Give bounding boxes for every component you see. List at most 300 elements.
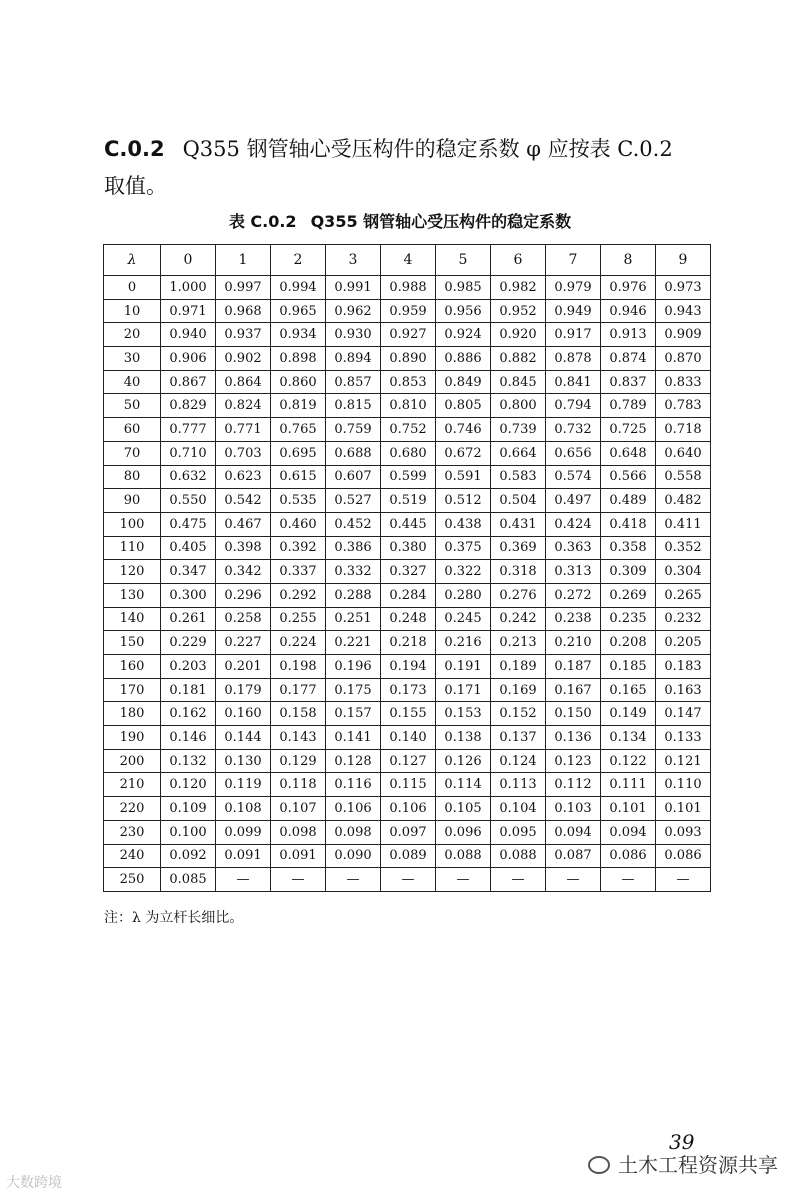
coefficient-cell: 0.121 (656, 749, 711, 773)
coefficient-cell: 0.107 (271, 797, 326, 821)
coefficient-cell: 0.122 (601, 749, 656, 773)
coefficient-cell: 0.160 (216, 702, 271, 726)
coefficient-cell: 0.965 (271, 299, 326, 323)
coefficient-cell: 0.819 (271, 394, 326, 418)
lambda-cell: 120 (104, 560, 161, 584)
coefficient-cell: 0.173 (381, 678, 436, 702)
lambda-cell: 180 (104, 702, 161, 726)
coefficient-cell: 0.482 (656, 489, 711, 513)
coefficient-cell: 0.087 (546, 844, 601, 868)
coefficient-cell: 0.115 (381, 773, 436, 797)
coefficient-cell: 0.890 (381, 347, 436, 371)
header-col-3: 3 (326, 245, 381, 276)
coefficient-cell: 0.558 (656, 465, 711, 489)
coefficient-cell: 0.800 (491, 394, 546, 418)
coefficient-cell: 0.272 (546, 583, 601, 607)
coefficient-cell: 0.185 (601, 655, 656, 679)
coefficient-cell: 0.157 (326, 702, 381, 726)
coefficient-cell: 0.979 (546, 276, 601, 300)
coefficient-cell: 0.108 (216, 797, 271, 821)
table-row (104, 276, 711, 300)
table-row (104, 370, 711, 394)
coefficient-cell: 0.894 (326, 347, 381, 371)
coefficient-cell: 0.118 (271, 773, 326, 797)
lambda-cell: 200 (104, 749, 161, 773)
coefficient-cell: 0.090 (326, 844, 381, 868)
coefficient-cell: 0.583 (491, 465, 546, 489)
watermark-source-text: 土木工程资源共享 (618, 1153, 778, 1177)
table-row (104, 749, 711, 773)
table-row (104, 560, 711, 584)
coefficient-cell: 0.153 (436, 702, 491, 726)
coefficient-cell: 0.132 (161, 749, 216, 773)
table-row (104, 678, 711, 702)
watermark-source (588, 1152, 778, 1178)
coefficient-cell: 0.695 (271, 441, 326, 465)
table-row (104, 726, 711, 750)
clause-paragraph (104, 131, 724, 205)
coefficient-cell: 0.201 (216, 655, 271, 679)
coefficient-cell: 0.527 (326, 489, 381, 513)
coefficient-cell: 0.783 (656, 394, 711, 418)
table-row (104, 844, 711, 868)
coefficient-cell: 0.198 (271, 655, 326, 679)
coefficient-cell: 0.519 (381, 489, 436, 513)
coefficient-cell: 0.191 (436, 655, 491, 679)
lambda-cell: 220 (104, 797, 161, 821)
coefficient-cell: 0.088 (436, 844, 491, 868)
coefficient-cell: 0.380 (381, 536, 436, 560)
coefficient-cell: 0.120 (161, 773, 216, 797)
lambda-cell: 70 (104, 441, 161, 465)
table-row (104, 868, 711, 892)
coefficient-cell: 0.411 (656, 512, 711, 536)
coefficient-cell: 0.213 (491, 631, 546, 655)
coefficient-cell: 0.146 (161, 726, 216, 750)
coefficient-cell: 0.111 (601, 773, 656, 797)
coefficient-cell: 0.347 (161, 560, 216, 584)
header-col-1: 1 (216, 245, 271, 276)
coefficient-cell: 0.113 (491, 773, 546, 797)
table-row (104, 299, 711, 323)
coefficient-cell: 0.101 (656, 797, 711, 821)
coefficient-cell: 0.342 (216, 560, 271, 584)
coefficient-cell: 0.110 (656, 773, 711, 797)
coefficient-cell: 0.418 (601, 512, 656, 536)
coefficient-cell: 0.398 (216, 536, 271, 560)
coefficient-cell: 0.094 (546, 820, 601, 844)
coefficient-cell: 0.163 (656, 678, 711, 702)
header-col-7: 7 (546, 245, 601, 276)
lambda-cell: 240 (104, 844, 161, 868)
coefficient-cell: 0.857 (326, 370, 381, 394)
coefficient-cell: 0.169 (491, 678, 546, 702)
coefficient-cell: 0.158 (271, 702, 326, 726)
coefficient-cell: 0.296 (216, 583, 271, 607)
coefficient-cell: 0.288 (326, 583, 381, 607)
coefficient-cell: — (271, 868, 326, 892)
coefficient-cell: 0.181 (161, 678, 216, 702)
coefficient-cell: 0.105 (436, 797, 491, 821)
coefficient-cell: 0.235 (601, 607, 656, 631)
coefficient-cell: 0.284 (381, 583, 436, 607)
coefficient-cell: 0.369 (491, 536, 546, 560)
coefficient-cell: 0.171 (436, 678, 491, 702)
coefficient-cell: 0.187 (546, 655, 601, 679)
lambda-cell: 30 (104, 347, 161, 371)
lambda-cell: 110 (104, 536, 161, 560)
coefficient-cell: 0.845 (491, 370, 546, 394)
coefficient-cell: 0.920 (491, 323, 546, 347)
coefficient-cell: 0.149 (601, 702, 656, 726)
coefficient-cell: 0.615 (271, 465, 326, 489)
wechat-icon (588, 1156, 610, 1174)
coefficient-cell: 0.165 (601, 678, 656, 702)
coefficient-cell: 0.566 (601, 465, 656, 489)
lambda-cell: 150 (104, 631, 161, 655)
coefficient-cell: 0.137 (491, 726, 546, 750)
lambda-cell: 160 (104, 655, 161, 679)
coefficient-cell: — (656, 868, 711, 892)
coefficient-cell: 0.130 (216, 749, 271, 773)
table-note: 注：λ 为立杆长细比。 (104, 910, 244, 926)
table-title (0, 210, 800, 234)
lambda-cell: 140 (104, 607, 161, 631)
table-row (104, 631, 711, 655)
coefficient-cell: 0.934 (271, 323, 326, 347)
coefficient-cell: 0.424 (546, 512, 601, 536)
coefficient-cell: 0.092 (161, 844, 216, 868)
coefficient-cell: 0.318 (491, 560, 546, 584)
coefficient-cell: 0.688 (326, 441, 381, 465)
clause-number: C.0.2 (104, 137, 165, 161)
coefficient-cell: 0.765 (271, 418, 326, 442)
coefficient-cell: 0.269 (601, 583, 656, 607)
coefficient-cell: 0.535 (271, 489, 326, 513)
coefficient-cell: 0.937 (216, 323, 271, 347)
coefficient-cell: 0.258 (216, 607, 271, 631)
coefficient-cell: 0.248 (381, 607, 436, 631)
coefficient-cell: 0.864 (216, 370, 271, 394)
coefficient-cell: 0.664 (491, 441, 546, 465)
coefficient-cell: 0.106 (381, 797, 436, 821)
coefficient-cell: 0.829 (161, 394, 216, 418)
coefficient-cell: 0.129 (271, 749, 326, 773)
coefficient-cell: 0.815 (326, 394, 381, 418)
lambda-cell: 80 (104, 465, 161, 489)
coefficient-cell: 0.946 (601, 299, 656, 323)
coefficient-cell: 0.794 (546, 394, 601, 418)
coefficient-cell: 0.313 (546, 560, 601, 584)
lambda-cell: 190 (104, 726, 161, 750)
coefficient-cell: 0.703 (216, 441, 271, 465)
coefficient-cell: 0.956 (436, 299, 491, 323)
table-row (104, 607, 711, 631)
coefficient-cell: 0.759 (326, 418, 381, 442)
coefficient-cell: 0.431 (491, 512, 546, 536)
table-row (104, 773, 711, 797)
coefficient-cell: 0.358 (601, 536, 656, 560)
coefficient-cell: 0.902 (216, 347, 271, 371)
coefficient-cell: 0.203 (161, 655, 216, 679)
stability-coefficient-table (103, 244, 711, 892)
coefficient-cell: 0.196 (326, 655, 381, 679)
coefficient-cell: 0.648 (601, 441, 656, 465)
table-title-number: 表 C.0.2 (228, 212, 297, 231)
coefficient-cell: 0.208 (601, 631, 656, 655)
coefficient-cell: 0.632 (161, 465, 216, 489)
coefficient-cell: 0.497 (546, 489, 601, 513)
coefficient-cell: 0.337 (271, 560, 326, 584)
coefficient-cell: 0.997 (216, 276, 271, 300)
coefficient-cell: 0.114 (436, 773, 491, 797)
coefficient-cell: 0.097 (381, 820, 436, 844)
table-row (104, 536, 711, 560)
header-col-2: 2 (271, 245, 326, 276)
coefficient-cell: 0.994 (271, 276, 326, 300)
coefficient-cell: 0.968 (216, 299, 271, 323)
coefficient-cell: 0.112 (546, 773, 601, 797)
coefficient-cell: 0.504 (491, 489, 546, 513)
coefficient-cell: 0.227 (216, 631, 271, 655)
coefficient-cell: 0.789 (601, 394, 656, 418)
coefficient-cell: 0.710 (161, 441, 216, 465)
coefficient-cell: 0.874 (601, 347, 656, 371)
coefficient-cell: 0.898 (271, 347, 326, 371)
table-row (104, 655, 711, 679)
lambda-cell: 130 (104, 583, 161, 607)
coefficient-cell: 0.867 (161, 370, 216, 394)
coefficient-cell: 0.210 (546, 631, 601, 655)
coefficient-cell: 0.103 (546, 797, 601, 821)
coefficient-cell: 0.841 (546, 370, 601, 394)
clause-text-line2: 取值。 (104, 174, 167, 198)
lambda-cell: 0 (104, 276, 161, 300)
coefficient-cell: 0.155 (381, 702, 436, 726)
header-col-4: 4 (381, 245, 436, 276)
coefficient-cell: 0.309 (601, 560, 656, 584)
coefficient-cell: 0.127 (381, 749, 436, 773)
table-title-text: Q355 钢管轴心受压构件的稳定系数 (310, 212, 572, 231)
coefficient-cell: 0.849 (436, 370, 491, 394)
coefficient-cell: 0.123 (546, 749, 601, 773)
coefficient-cell: 0.094 (601, 820, 656, 844)
coefficient-cell: 0.088 (491, 844, 546, 868)
coefficient-cell: 0.232 (656, 607, 711, 631)
coefficient-cell: 0.870 (656, 347, 711, 371)
coefficient-cell: 0.949 (546, 299, 601, 323)
coefficient-cell: 0.095 (491, 820, 546, 844)
coefficient-cell: 0.512 (436, 489, 491, 513)
lambda-cell: 60 (104, 418, 161, 442)
coefficient-cell: 0.952 (491, 299, 546, 323)
lambda-cell: 50 (104, 394, 161, 418)
coefficient-cell: — (326, 868, 381, 892)
coefficient-cell: 0.098 (271, 820, 326, 844)
header-col-5: 5 (436, 245, 491, 276)
coefficient-cell: 0.175 (326, 678, 381, 702)
coefficient-cell: 0.128 (326, 749, 381, 773)
coefficient-cell: 0.300 (161, 583, 216, 607)
lambda-cell: 10 (104, 299, 161, 323)
coefficient-cell: 0.746 (436, 418, 491, 442)
coefficient-cell: 0.392 (271, 536, 326, 560)
coefficient-cell: 0.878 (546, 347, 601, 371)
coefficient-cell: 0.136 (546, 726, 601, 750)
coefficient-cell: 0.860 (271, 370, 326, 394)
coefficient-cell: 0.924 (436, 323, 491, 347)
coefficient-cell: 0.886 (436, 347, 491, 371)
coefficient-cell: 0.438 (436, 512, 491, 536)
table-row (104, 465, 711, 489)
lambda-cell: 90 (104, 489, 161, 513)
coefficient-cell: 0.140 (381, 726, 436, 750)
coefficient-cell: 1.000 (161, 276, 216, 300)
coefficient-cell: 0.452 (326, 512, 381, 536)
coefficient-cell: 0.971 (161, 299, 216, 323)
coefficient-cell: 0.475 (161, 512, 216, 536)
coefficient-cell: 0.138 (436, 726, 491, 750)
table-row (104, 797, 711, 821)
coefficient-cell: 0.739 (491, 418, 546, 442)
coefficient-cell: 0.732 (546, 418, 601, 442)
coefficient-cell: 0.091 (271, 844, 326, 868)
coefficient-cell: 0.930 (326, 323, 381, 347)
coefficient-cell: 0.304 (656, 560, 711, 584)
table-row (104, 347, 711, 371)
coefficient-cell: 0.141 (326, 726, 381, 750)
coefficient-cell: 0.882 (491, 347, 546, 371)
lambda-cell: 170 (104, 678, 161, 702)
coefficient-cell: 0.982 (491, 276, 546, 300)
table-body (104, 276, 711, 892)
coefficient-cell: 0.542 (216, 489, 271, 513)
coefficient-cell: 0.100 (161, 820, 216, 844)
watermark-corner: 大数跨境 (6, 1175, 62, 1191)
coefficient-cell: 0.255 (271, 607, 326, 631)
table-header-row (104, 245, 711, 276)
coefficient-cell: 0.940 (161, 323, 216, 347)
coefficient-cell: 0.205 (656, 631, 711, 655)
coefficient-cell: — (601, 868, 656, 892)
coefficient-cell: 0.824 (216, 394, 271, 418)
header-col-8: 8 (601, 245, 656, 276)
table-row (104, 441, 711, 465)
coefficient-cell: 0.988 (381, 276, 436, 300)
coefficient-cell: 0.221 (326, 631, 381, 655)
coefficient-cell: 0.837 (601, 370, 656, 394)
coefficient-cell: 0.623 (216, 465, 271, 489)
lambda-cell: 250 (104, 868, 161, 892)
coefficient-cell: 0.280 (436, 583, 491, 607)
table-row (104, 512, 711, 536)
coefficient-cell: 0.134 (601, 726, 656, 750)
coefficient-cell: 0.133 (656, 726, 711, 750)
coefficient-cell: — (436, 868, 491, 892)
coefficient-cell: 0.152 (491, 702, 546, 726)
coefficient-cell: 0.352 (656, 536, 711, 560)
coefficient-cell: 0.086 (656, 844, 711, 868)
coefficient-cell: 0.091 (216, 844, 271, 868)
coefficient-cell: 0.771 (216, 418, 271, 442)
coefficient-cell: 0.405 (161, 536, 216, 560)
table-row (104, 394, 711, 418)
coefficient-cell: 0.805 (436, 394, 491, 418)
coefficient-cell: 0.245 (436, 607, 491, 631)
coefficient-cell: 0.147 (656, 702, 711, 726)
coefficient-cell: 0.976 (601, 276, 656, 300)
coefficient-cell: 0.322 (436, 560, 491, 584)
coefficient-cell: 0.375 (436, 536, 491, 560)
header-col-6: 6 (491, 245, 546, 276)
coefficient-cell: 0.109 (161, 797, 216, 821)
table-row (104, 583, 711, 607)
coefficient-cell: 0.276 (491, 583, 546, 607)
coefficient-cell: 0.150 (546, 702, 601, 726)
coefficient-cell: 0.189 (491, 655, 546, 679)
coefficient-cell: 0.093 (656, 820, 711, 844)
coefficient-cell: 0.607 (326, 465, 381, 489)
coefficient-cell: 0.973 (656, 276, 711, 300)
coefficient-cell: — (216, 868, 271, 892)
table-row (104, 702, 711, 726)
coefficient-cell: 0.238 (546, 607, 601, 631)
table-row (104, 418, 711, 442)
coefficient-cell: 0.752 (381, 418, 436, 442)
coefficient-cell: 0.550 (161, 489, 216, 513)
coefficient-cell: 0.640 (656, 441, 711, 465)
coefficient-cell: 0.119 (216, 773, 271, 797)
coefficient-cell: 0.680 (381, 441, 436, 465)
coefficient-cell: 0.909 (656, 323, 711, 347)
coefficient-cell: 0.460 (271, 512, 326, 536)
coefficient-cell: 0.194 (381, 655, 436, 679)
table-row (104, 323, 711, 347)
table-row (104, 820, 711, 844)
coefficient-cell: 0.574 (546, 465, 601, 489)
coefficient-cell: 0.906 (161, 347, 216, 371)
coefficient-cell: 0.183 (656, 655, 711, 679)
coefficient-cell: 0.853 (381, 370, 436, 394)
coefficient-cell: 0.126 (436, 749, 491, 773)
coefficient-cell: 0.096 (436, 820, 491, 844)
coefficient-cell: 0.099 (216, 820, 271, 844)
coefficient-cell: 0.085 (161, 868, 216, 892)
coefficient-cell: 0.943 (656, 299, 711, 323)
coefficient-cell: 0.386 (326, 536, 381, 560)
coefficient-cell: 0.265 (656, 583, 711, 607)
coefficient-cell: 0.599 (381, 465, 436, 489)
coefficient-cell: 0.489 (601, 489, 656, 513)
coefficient-cell: 0.162 (161, 702, 216, 726)
coefficient-cell: — (491, 868, 546, 892)
lambda-cell: 210 (104, 773, 161, 797)
coefficient-cell: 0.224 (271, 631, 326, 655)
coefficient-cell: 0.144 (216, 726, 271, 750)
coefficient-cell: 0.985 (436, 276, 491, 300)
lambda-cell: 230 (104, 820, 161, 844)
coefficient-cell: 0.179 (216, 678, 271, 702)
coefficient-cell: 0.962 (326, 299, 381, 323)
coefficient-cell: 0.116 (326, 773, 381, 797)
coefficient-cell: 0.167 (546, 678, 601, 702)
coefficient-cell: 0.833 (656, 370, 711, 394)
coefficient-cell: 0.104 (491, 797, 546, 821)
coefficient-cell: 0.218 (381, 631, 436, 655)
coefficient-cell: 0.672 (436, 441, 491, 465)
coefficient-cell: 0.292 (271, 583, 326, 607)
header-col-0: 0 (161, 245, 216, 276)
